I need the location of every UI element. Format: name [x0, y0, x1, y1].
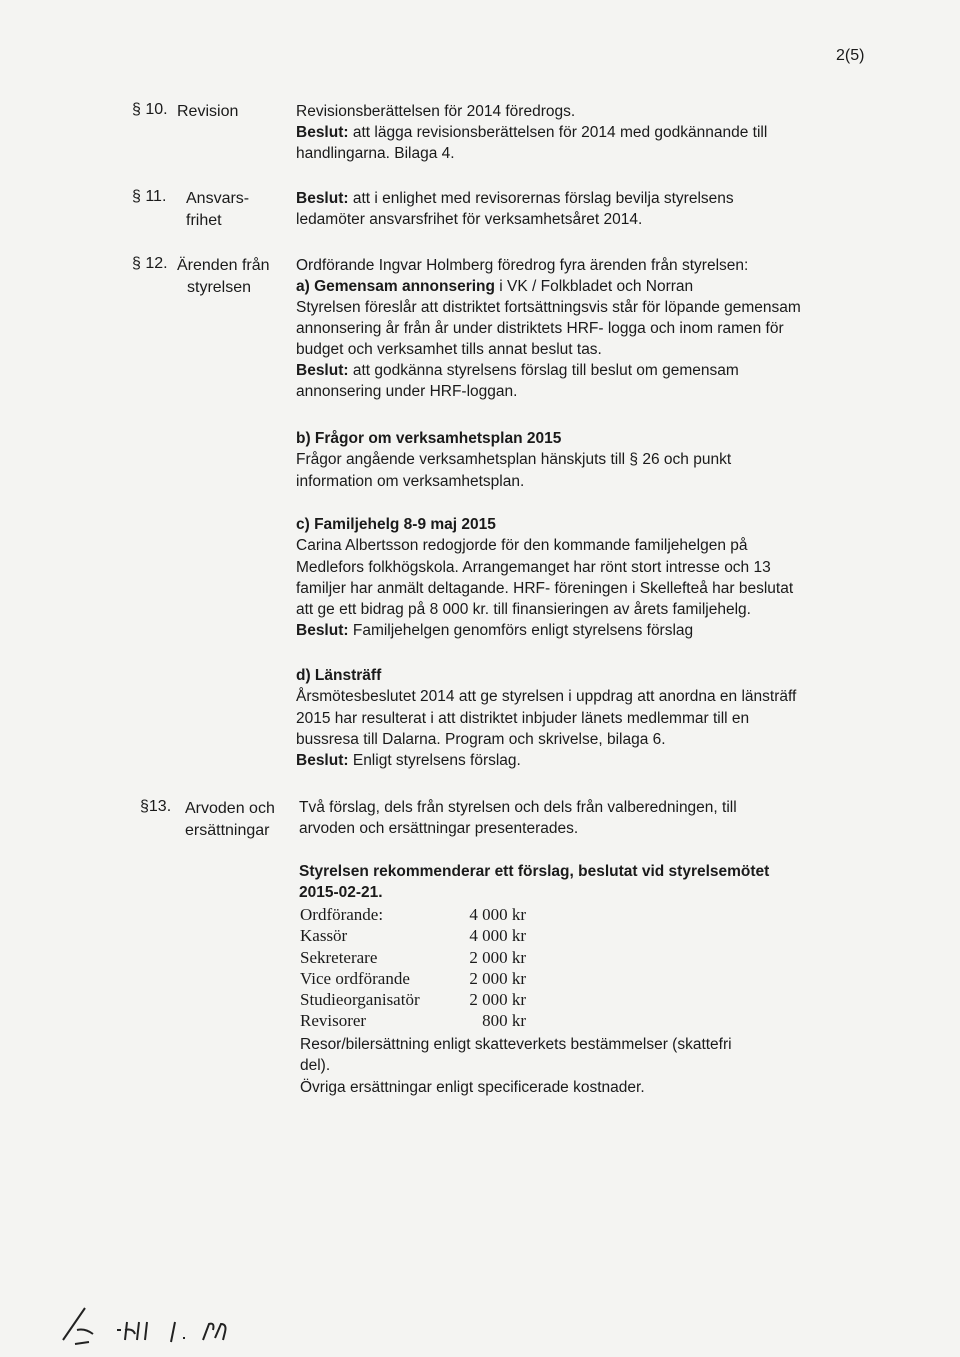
compensation-amount: 800 kr: [482, 1011, 526, 1031]
section-13-title: [185, 798, 275, 842]
text-line: [296, 188, 856, 209]
plain-text: Resor/bilersättning enligt skatteverkets bestämmelser (skattefri: [300, 1036, 732, 1053]
bold-label: b) Frågor om verksamhetsplan 2015: [296, 430, 562, 447]
plain-text: Carina Albertsson redogjorde för den kommande familjehelgen på: [296, 537, 748, 555]
section-12-point-d: [296, 665, 856, 771]
bold-label: d) Länsträff: [296, 667, 382, 684]
section-12-number: § 12.: [132, 255, 168, 272]
text-line: [299, 861, 859, 882]
text-line: [296, 143, 856, 164]
plain-text: annonsering år från år under distriktets HRF- logga och inom ramen för: [296, 320, 784, 337]
bold-label: Beslut:: [296, 124, 349, 141]
text-line: [296, 686, 856, 707]
plain-text: del).: [300, 1057, 331, 1075]
section-title-line: styrelsen: [187, 279, 252, 296]
bold-label: Beslut:: [296, 752, 349, 770]
bold-label: c) Familjehelg 8-9 maj 2015: [296, 516, 496, 533]
section-10-number: § 10.: [132, 101, 168, 118]
compensation-list: [300, 904, 860, 1032]
text-line: [296, 620, 856, 641]
plain-text: att godkänna styrelsens förslag till beslut om gemensam: [348, 362, 739, 379]
text-line: [296, 449, 856, 470]
plain-text: familjer har anmält deltagande. HRF- föreningen i Skellefteå har beslutat: [296, 579, 794, 597]
text-line: [296, 360, 856, 381]
compensation-amount: 2 000 kr: [469, 968, 526, 988]
compensation-row: [300, 1010, 860, 1031]
bold-label: a) Gemensam annonsering: [296, 278, 495, 295]
section-12-title: [177, 255, 270, 299]
plain-text: Två förslag, dels från styrelsen och dels från valberedningen, till: [299, 799, 737, 816]
text-line: [300, 1034, 900, 1055]
compensation-amount: 4 000 kr: [469, 926, 526, 946]
text-line: [296, 729, 856, 750]
section-title-line: frihet: [186, 212, 222, 229]
plain-text: Medlefors folkhögskola. Arrangemanget har rönt stort intresse och 13: [296, 558, 771, 576]
section-title-line: ersättningar: [185, 822, 270, 839]
bold-label: Beslut:: [296, 190, 349, 207]
plain-text: 2015 har resulterat i att distriktet inbjuder länets medlemmar till en: [296, 709, 750, 727]
section-12-point-c: [296, 514, 856, 642]
text-line: [296, 276, 856, 297]
text-line: [299, 882, 859, 903]
section-10-body: [296, 101, 856, 164]
text-line: [296, 708, 856, 729]
section-11-body: [296, 188, 856, 230]
plain-text: Enligt styrelsens förslag.: [348, 752, 521, 770]
text-line: [296, 122, 856, 143]
compensation-amount: 2 000 kr: [469, 947, 526, 967]
plain-text: budget och verksamhet tills annat beslut tas.: [296, 341, 602, 358]
compensation-role: Sekreterare: [300, 947, 378, 967]
plain-text: Övriga ersättningar enligt specificerade kostnader.: [300, 1078, 645, 1096]
text-line: [296, 255, 856, 276]
text-line: [296, 514, 856, 535]
compensation-row: [300, 904, 860, 925]
plain-text: Frågor angående verksamhetsplan hänskjuts till § 26 och punkt: [296, 451, 732, 469]
text-line: [300, 1077, 900, 1098]
text-line: [299, 797, 859, 818]
plain-text: information om verksamhetsplan.: [296, 472, 525, 490]
compensation-row: [300, 968, 860, 989]
text-line: [296, 557, 856, 578]
bold-label: Beslut:: [296, 362, 349, 379]
plain-text: arvoden och ersättningar presenterades.: [299, 820, 579, 838]
plain-text: bussresa till Dalarna. Program och skrivelse, bilaga 6.: [296, 730, 666, 748]
section-title-line: Ärenden från: [177, 257, 270, 274]
plain-text: att i enlighet med revisorernas förslag bevilja styrelsens: [348, 190, 734, 207]
plain-text: att lägga revisionsberättelsen för 2014 med godkännande till: [348, 124, 768, 141]
plain-text: att ge ett bidrag på 8 000 kr. till finansieringen av årets familjehelg.: [296, 601, 751, 619]
page-number: 2(5): [836, 47, 865, 64]
plain-text: ledamöter ansvarsfrihet för verksamhetsåret 2014.: [296, 211, 643, 228]
compensation-role: Studieorganisatör: [300, 990, 420, 1010]
text-line: [296, 381, 856, 402]
section-11-number: § 11.: [132, 188, 167, 205]
text-line: [296, 101, 856, 122]
plain-text: Styrelsen föreslår att distriktet fortsättningsvis står för löpande gemensam: [296, 299, 801, 316]
text-line: [296, 209, 856, 230]
text-line: [296, 578, 856, 599]
text-line: [296, 750, 856, 771]
text-line: [296, 471, 856, 492]
section-13-number: §13.: [140, 798, 172, 815]
plain-text: i VK / Folkbladet och Norran: [494, 278, 694, 295]
plain-text: Revisionsberättelsen för 2014 föredrogs.: [296, 103, 576, 120]
text-line: [300, 1055, 900, 1076]
text-line: [296, 428, 856, 449]
plain-text: Ordförande Ingvar Holmberg föredrog fyra ärenden från styrelsen:: [296, 257, 749, 274]
section-13-intro: [299, 797, 859, 840]
compensation-amount: 2 000 kr: [469, 990, 526, 1010]
section-12-point-b: [296, 428, 856, 492]
text-line: [296, 599, 856, 620]
compensation-row: [300, 947, 860, 968]
plain-text: annonsering under HRF-loggan.: [296, 383, 518, 400]
compensation-row: [300, 989, 860, 1010]
section-13-recommendation: [299, 861, 859, 904]
plain-text: Årsmötesbeslutet 2014 att ge styrelsen i uppdrag att anordna en länsträff: [296, 688, 797, 706]
section-11-title: [186, 188, 249, 232]
text-line: [299, 818, 859, 839]
text-line: [296, 297, 856, 318]
text-line: [296, 318, 856, 339]
plain-text: Familjehelgen genomförs enligt styrelsens förslag: [348, 622, 694, 640]
text-line: [296, 339, 856, 360]
bold-label: 2015-02-21.: [299, 884, 383, 902]
compensation-row: [300, 925, 860, 946]
text-line: [296, 535, 856, 556]
section-title-line: Arvoden och: [185, 800, 275, 817]
section-title-line: Ansvars-: [186, 190, 250, 207]
bold-label: Beslut:: [296, 622, 349, 640]
section-10-title: [177, 101, 238, 123]
section-title-line: Revision: [177, 103, 239, 120]
compensation-amount: 4 000 kr: [469, 905, 526, 924]
compensation-role: Kassör: [300, 926, 348, 946]
compensation-role: Vice ordförande: [300, 968, 410, 988]
bold-label: Styrelsen rekommenderar ett förslag, beslutat vid styrelsemötet: [299, 863, 770, 880]
section-12-intro: [296, 255, 856, 402]
text-line: [296, 665, 856, 686]
compensation-role: Revisorer: [300, 1011, 367, 1031]
signature-image: [55, 1300, 255, 1350]
plain-text: handlingarna. Bilaga 4.: [296, 145, 455, 162]
compensation-role: Ordförande:: [300, 905, 384, 924]
section-13-tail: [300, 1034, 900, 1098]
